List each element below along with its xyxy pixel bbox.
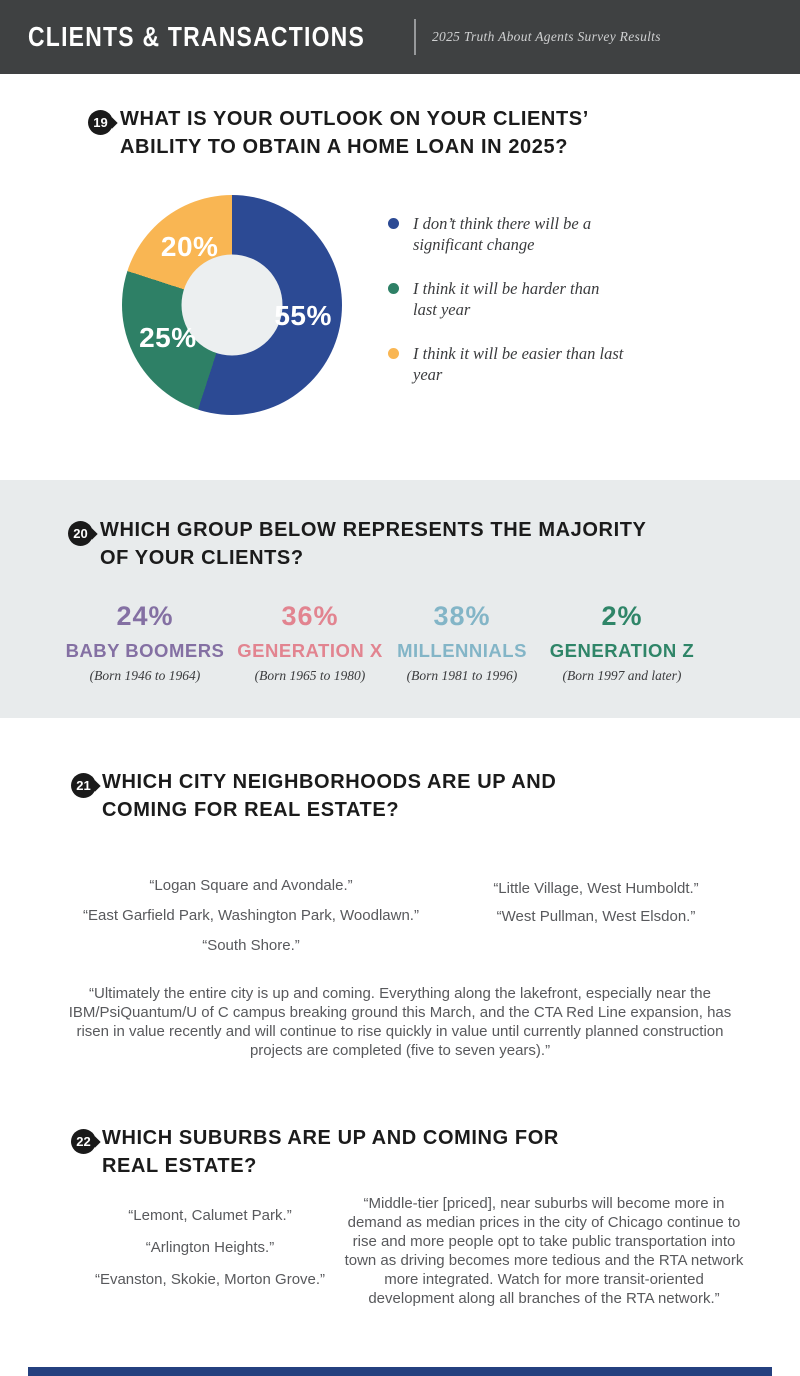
group-percent: 38% <box>433 601 491 631</box>
header-bar <box>0 0 800 74</box>
question-20-heading <box>100 516 646 572</box>
legend-label: I think it will be harder than last year <box>413 279 600 319</box>
quote-item: “Logan Square and Avondale.” <box>149 877 353 894</box>
legend-item <box>388 213 628 255</box>
quote-item: “Lemont, Calumet Park.” <box>128 1207 292 1224</box>
legend-dot-icon <box>388 283 399 294</box>
question-22-badge <box>71 1129 96 1154</box>
question-20-heading-line: WHICH GROUP BELOW REPRESENTS THE MAJORITY <box>100 519 647 541</box>
question-20-number: 20 <box>73 526 88 541</box>
donut-hole <box>182 255 283 356</box>
question-19-heading-line: WHAT IS YOUR OUTLOOK ON YOUR CLIENTS’ <box>120 108 589 130</box>
quote-item: “West Pullman, West Elsdon.” <box>496 908 696 925</box>
question-21-quotes-right <box>446 879 746 935</box>
donut-slice-label: 20% <box>160 230 219 262</box>
question-20-badge <box>68 521 93 546</box>
group-name: GENERATION Z <box>549 640 695 661</box>
question-21-heading-line: WHICH CITY NEIGHBORHOODS ARE UP AND <box>102 771 557 793</box>
generation-group-generation-x <box>237 601 382 684</box>
question-22-heading-line: WHICH SUBURBS ARE UP AND COMING FOR <box>102 1127 559 1149</box>
group-name: MILLENNIALS <box>397 640 527 661</box>
group-name: BABY BOOMERS <box>65 640 225 661</box>
question-22-number: 22 <box>76 1134 91 1149</box>
legend-label: I don’t think there will be a significant change <box>413 214 592 254</box>
group-born-range: (Born 1946 to 1964) <box>89 668 201 683</box>
question-22-heading-line: REAL ESTATE? <box>102 1155 257 1177</box>
quote-item: “Arlington Heights.” <box>145 1239 275 1256</box>
donut-chart <box>122 195 342 415</box>
quote-item: “Evanston, Skokie, Morton Grove.” <box>94 1271 326 1288</box>
quote-item: “South Shore.” <box>202 937 300 954</box>
header-subtitle: 2025 Truth About Agents Survey Results <box>432 29 661 44</box>
legend-label: I think it will be easier than last year <box>413 344 624 384</box>
question-19-heading-line: ABILITY TO OBTAIN A HOME LOAN IN 2025? <box>120 136 569 158</box>
page-title: CLIENTS & TRANSACTIONS <box>28 21 366 52</box>
legend-item <box>388 278 628 320</box>
group-percent: 36% <box>281 601 339 631</box>
group-born-range: (Born 1965 to 1980) <box>254 668 366 683</box>
quote-item: “East Garfield Park, Washington Park, Woodlawn.” <box>83 907 419 924</box>
group-percent: 2% <box>601 601 643 631</box>
donut-slice-label: 55% <box>274 300 332 332</box>
group-born-range: (Born 1997 and later) <box>562 668 682 683</box>
donut-slice-label: 25% <box>139 321 197 353</box>
question-21-heading <box>102 768 556 824</box>
question-21-heading-line: COMING FOR REAL ESTATE? <box>102 799 400 821</box>
question-21-badge <box>71 773 96 798</box>
question-21-paragraph: “Ultimately the entire city is up and coming. Everything along the lakefront, especially near the IBM/PsiQuantum/U of C campus breaking ground this March, and the CTA Red Line expansion, has risen in value recently and will continue to rise quickly in value until currently planned construction projects are completed (five to seven years).” <box>68 985 732 1059</box>
question-21-quotes-left <box>66 876 436 966</box>
generation-group-baby-boomers <box>66 601 225 684</box>
question-20-heading-line: OF YOUR CLIENTS? <box>100 547 304 569</box>
header-divider <box>414 19 416 55</box>
group-born-range: (Born 1981 to 1996) <box>406 668 518 683</box>
legend-item <box>388 343 628 385</box>
chart-legend <box>388 213 628 408</box>
question-21-number: 21 <box>76 778 91 793</box>
question-19-badge <box>88 110 113 135</box>
question-22-paragraph: “Middle-tier [priced], near suburbs will become more in demand as median prices in the city of Chicago continue to rise and more people opt to take public transportation into town as driving becomes more tedious and the RTA network more integrated. Watch for more transit-oriented development along all branches of the RTA network.” <box>344 1195 744 1307</box>
group-name: GENERATION X <box>237 640 383 661</box>
legend-dot-icon <box>388 218 399 229</box>
footer-accent-bar <box>28 1367 772 1376</box>
legend-dot-icon <box>388 348 399 359</box>
generation-group-millennials <box>397 601 527 684</box>
generation-group-generation-z <box>550 601 694 684</box>
group-percent: 24% <box>116 601 174 631</box>
question-22-quotes-left <box>60 1206 360 1302</box>
question-19-number: 19 <box>93 115 108 130</box>
question-22-heading <box>102 1124 559 1180</box>
question-19-heading <box>120 105 589 161</box>
quote-item: “Little Village, West Humboldt.” <box>493 880 699 897</box>
